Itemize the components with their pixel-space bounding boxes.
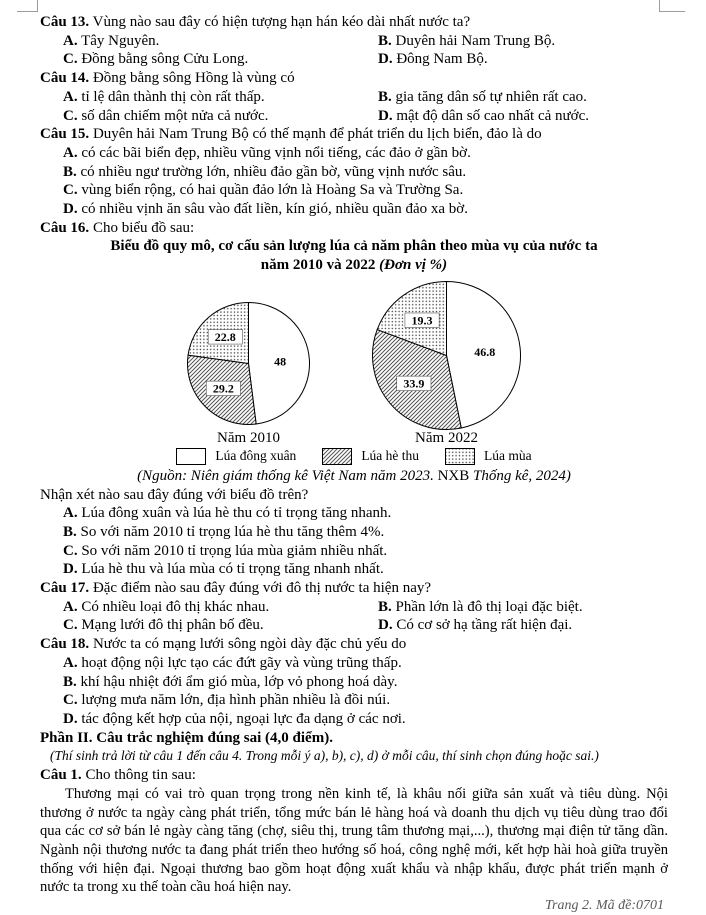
option-label: A. — [63, 598, 78, 615]
option-c — [40, 691, 668, 710]
question-text: Vùng nào sau đây có hiện tượng hạn hán kéo dài nhất nước ta? — [92, 14, 471, 30]
question-text: Đồng bằng sông Hồng là vùng có — [92, 70, 295, 87]
source-publisher: NXB — [433, 467, 474, 484]
margin-corner-mark-right — [659, 0, 685, 12]
option-d — [40, 710, 668, 729]
pie-wrap-năm-2010 — [186, 301, 311, 432]
question-block — [40, 125, 668, 219]
option-label: A. — [63, 505, 78, 522]
option-label: D. — [378, 51, 393, 68]
option-label: A. — [63, 654, 78, 671]
legend-label: Lúa mùa — [484, 447, 532, 463]
question-block — [40, 766, 668, 785]
pie-năm-2022 — [371, 280, 522, 431]
option-label: C. — [63, 542, 78, 559]
pie-year-label: Năm 2010 — [217, 429, 280, 446]
option-text: có nhiều vịnh ăn sâu vào đất liền, kín gió, nhiều quần đảo xa bờ. — [81, 201, 468, 218]
question-text: Cho biểu đồ sau: — [92, 219, 195, 236]
option-label: A. — [63, 88, 78, 105]
option-label: B. — [63, 163, 77, 180]
option-d — [40, 200, 668, 219]
question-line — [40, 766, 668, 785]
option-text: So với năm 2010 tỉ trọng lúa hè thu tăng thêm 4%. — [80, 523, 385, 540]
option-text: gia tăng dân số tự nhiên rất cao. — [395, 88, 587, 105]
options-row — [40, 107, 668, 126]
legend-item-lúa-mùa — [445, 447, 532, 466]
option-text: mật độ dân số cao nhất cả nước. — [396, 107, 590, 124]
question-number: Câu 14. — [40, 70, 90, 87]
options-row — [40, 616, 668, 635]
question-text: Nước ta có mạng lưới sông ngòi dày đặc chủ yếu do — [92, 636, 407, 653]
option-text: vùng biển rộng, có hai quần đảo lớn là Hoàng Sa và Trường Sa. — [81, 182, 464, 199]
legend-item-lúa-hè-thu — [322, 447, 419, 466]
option-text: số dân chiếm một nửa cả nước. — [81, 107, 269, 124]
option-text: tác động kết hợp của nội, ngoại lực đa dạng ở các nơi. — [81, 710, 406, 727]
option-a — [40, 144, 668, 163]
option-label: A. — [63, 32, 78, 49]
question-text: Đặc điểm nào sau đây đúng với đô thị nước ta hiện nay? — [92, 580, 432, 597]
option-text: hoạt động nội lực tạo các đứt gãy và vùng trũng thấp. — [81, 654, 402, 671]
question-block — [40, 486, 668, 580]
info-paragraph: Thương mại có vai trò quan trọng trong nền kinh tế, là khâu nối giữa sản xuất và tiêu dùng. Nội thương ở nước ta ngày càng phát triển, tổng mức bán lẻ hàng hoá và doanh thu dịch vụ tiêu dùng trao đổi qua các cơ sở bán lẻ ngày càng tăng (chợ, siêu thị, trung tâm thương mại,...), thương mại điện tử tăng dần. Ngành nội thương nước ta đang phát triển theo hướng số hoá, công nghệ mới, kết hợp hài hoà giữa truyền thống với hiện đại. Ngoại thương bao gồm hoạt động xuất khẩu và nhập khẩu, được phát triển mạnh ở nước ta trong xu thế toàn cầu hoá hiện nay. — [40, 785, 668, 896]
option-label: B. — [378, 88, 392, 105]
options-row — [40, 88, 668, 107]
question-text: Duyên hải Nam Trung Bộ có thế mạnh để phát triển du lịch biển, đảo là do — [92, 126, 542, 143]
question-number: Câu 18. — [40, 636, 90, 653]
chart-title: Biểu đồ quy mô, cơ cấu sản lượng lúa cả năm phân theo mùa vụ của nước ta — [110, 238, 598, 255]
option-b — [378, 598, 668, 617]
option-b — [378, 32, 668, 51]
pie-wrap-năm-2022 — [371, 280, 522, 437]
legend-swatch-lúa-hè-thu — [322, 448, 352, 465]
option-label: B. — [378, 598, 392, 615]
part2-note: (Thí sinh trả lời từ câu 1 đến câu 4. Trong mỗi ý a), b), c), d) ở mỗi câu, thí sinh chọn đúng hoặc sai.) — [50, 748, 599, 764]
question-line — [40, 69, 668, 88]
question-block — [40, 635, 668, 729]
option-text: Đồng bằng sông Cửu Long. — [81, 51, 249, 68]
option-label: C. — [63, 51, 78, 68]
option-text: Tây Nguyên. — [81, 32, 160, 49]
option-label: D. — [63, 201, 78, 218]
option-label: B. — [378, 32, 392, 49]
question-line — [40, 125, 668, 144]
option-text: Lúa đông xuân và lúa hè thu có tỉ trọng tăng nhanh. — [81, 505, 392, 522]
chart-legend — [40, 447, 668, 466]
option-text: Có cơ sở hạ tầng rất hiện đại. — [396, 617, 573, 634]
legend-label: Lúa đông xuân — [215, 447, 297, 463]
pie-value-label: 46.8 — [474, 344, 496, 359]
legend-item-lúa-đông-xuân — [176, 447, 296, 466]
option-text: lượng mưa năm lớn, địa hình phần nhiều là đồi núi. — [81, 692, 391, 709]
option-label: B. — [63, 523, 77, 540]
question-line — [40, 486, 668, 505]
option-d — [378, 616, 668, 635]
question-number: Câu 17. — [40, 580, 90, 597]
option-b — [40, 673, 668, 692]
question-line — [40, 13, 668, 32]
chart-source — [40, 467, 668, 486]
option-d — [40, 560, 668, 579]
option-c — [40, 50, 378, 69]
option-text: khí hậu nhiệt đới ẩm gió mùa, lớp vỏ phong hoá dày. — [80, 673, 398, 690]
option-c — [40, 542, 668, 561]
pie-year-label: Năm 2022 — [415, 429, 478, 446]
option-label: C. — [63, 107, 78, 124]
question-block — [40, 579, 668, 635]
option-text: Lúa hè thu và lúa mùa có tỉ trọng tăng nhanh nhất. — [81, 561, 384, 578]
question-number: Câu 13. — [40, 14, 90, 30]
option-text: Đông Nam Bộ. — [396, 51, 488, 68]
option-text: Duyên hải Nam Trung Bộ. — [395, 32, 556, 49]
option-label: C. — [63, 617, 78, 634]
chart-unit-note: (Đơn vị %) — [379, 257, 448, 274]
pie-value-label: 19.3 — [411, 313, 433, 328]
source-text-2: Thống kê, 2024) — [473, 467, 571, 484]
option-label: D. — [378, 107, 393, 124]
option-b — [378, 88, 668, 107]
question-number: Câu 1. — [40, 767, 82, 784]
question-text: Nhận xét nào sau đây đúng với biểu đồ trên? — [40, 486, 309, 503]
question-number: Câu 16. — [40, 219, 90, 236]
legend-label: Lúa hè thu — [361, 447, 420, 463]
option-d — [378, 50, 668, 69]
options-row — [40, 32, 668, 51]
question-text: Cho thông tin sau: — [85, 767, 196, 784]
question-block — [40, 69, 668, 125]
option-b — [40, 163, 668, 182]
option-a — [40, 654, 668, 673]
options-row — [40, 598, 668, 617]
option-label: D. — [63, 561, 78, 578]
legend-swatch-lúa-mùa — [445, 448, 475, 465]
option-c — [40, 107, 378, 126]
pie-value-label: 33.9 — [403, 376, 425, 391]
pie-value-label: 48 — [274, 354, 287, 369]
option-text: Mạng lưới đô thị phân bố đều. — [81, 617, 264, 634]
pie-năm-2010 — [186, 301, 311, 426]
option-b — [40, 523, 668, 542]
chart-subtitle-text: năm 2010 và 2022 — [260, 257, 380, 274]
option-text: tỉ lệ dân thành thị còn rất thấp. — [81, 88, 265, 105]
part2-heading: Phần II. Câu trắc nghiệm đúng sai (4,0 điểm). — [40, 729, 333, 746]
options-row — [40, 50, 668, 69]
pie-value-label: 22.8 — [214, 329, 236, 344]
option-a — [40, 32, 378, 51]
option-a — [40, 88, 378, 107]
question-line — [40, 219, 668, 238]
question-line — [40, 635, 668, 654]
option-text: Có nhiều loại đô thị khác nhau. — [81, 598, 270, 615]
question-block — [40, 13, 668, 69]
option-a — [40, 598, 378, 617]
pie-value-label: 29.2 — [212, 381, 234, 396]
option-label: C. — [63, 182, 78, 199]
option-label: D. — [378, 617, 393, 634]
option-text: có nhiều ngư trường lớn, nhiều đảo gần bờ, vũng vịnh nước sâu. — [80, 163, 467, 180]
margin-corner-mark-left — [17, 0, 38, 12]
option-a — [40, 504, 668, 523]
legend-swatch-lúa-đông-xuân — [176, 448, 206, 465]
page-footer — [0, 897, 706, 915]
footer-text: Trang 2. Mã đề:0701 — [545, 898, 664, 914]
source-text: (Nguồn: Niên giám thống kê Việt Nam năm 2023. — [137, 467, 434, 484]
option-label: B. — [63, 673, 77, 690]
option-label: D. — [63, 710, 78, 727]
option-c — [40, 616, 378, 635]
option-label: A. — [63, 144, 78, 161]
question-line — [40, 579, 668, 598]
option-d — [378, 107, 668, 126]
option-label: C. — [63, 692, 78, 709]
option-text: Phần lớn là đô thị loại đặc biệt. — [395, 598, 583, 615]
option-text: có các bãi biển đẹp, nhiều vũng vịnh nổi tiếng, các đảo ở gần bờ. — [81, 144, 471, 161]
question-number: Câu 15. — [40, 126, 90, 143]
question-block — [40, 219, 668, 238]
option-text: So với năm 2010 tỉ trọng lúa mùa giảm nhiều nhất. — [81, 542, 388, 559]
chart-subtitle — [40, 256, 668, 275]
option-c — [40, 181, 668, 200]
pie-chart-area — [40, 275, 668, 467]
